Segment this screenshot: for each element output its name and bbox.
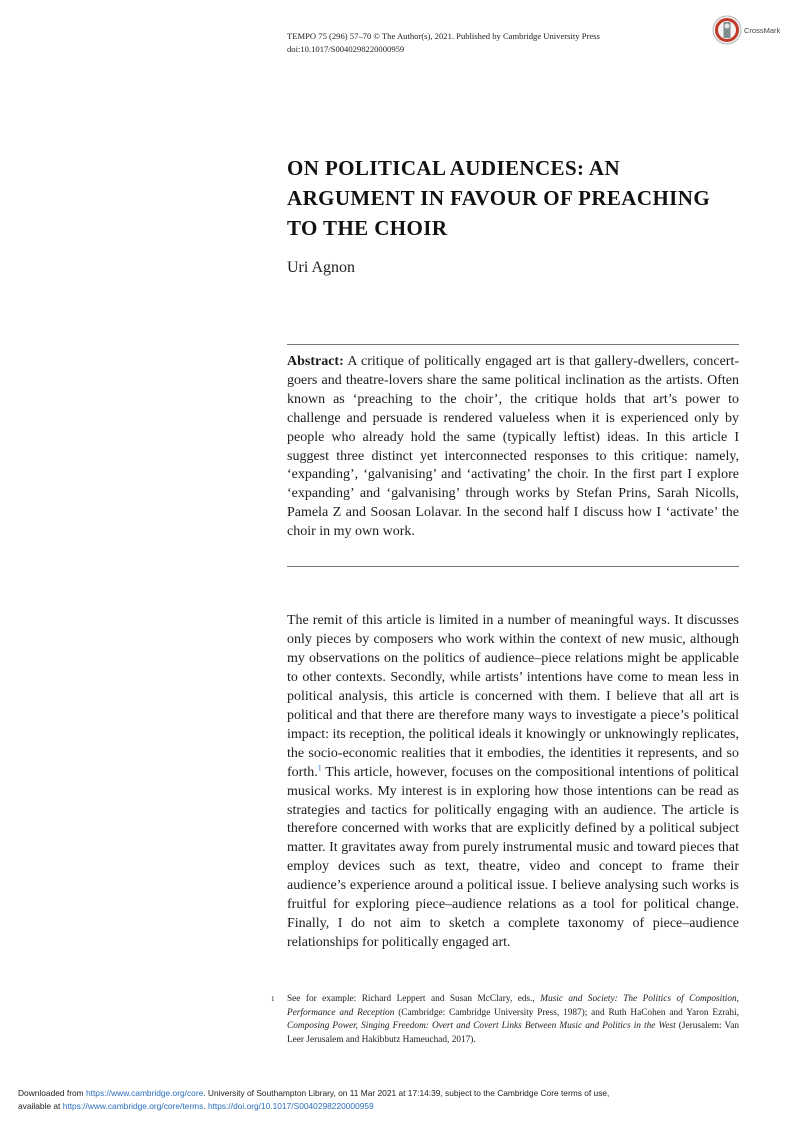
crossmark-icon <box>712 15 742 45</box>
footnote-title-b: Composing Power, Singing Freedom: Overt and Covert Links Between Music and Politics in the West <box>287 1021 676 1031</box>
download-line-2 <box>18 1100 793 1113</box>
cambridge-core-link[interactable]: https://www.cambridge.org/core <box>85 1088 204 1098</box>
download-line-1 <box>18 1087 793 1100</box>
download-text-2: . University of Southampton Library, on 11 Mar 2021 at 17:14:39, subject to the Cambridge Core terms of use, <box>203 1088 610 1098</box>
download-text-3: available at <box>18 1101 63 1111</box>
body-paragraph <box>287 612 739 953</box>
terms-link[interactable]: https://www.cambridge.org/core/terms <box>62 1101 204 1111</box>
author-name: Uri Agnon <box>287 259 355 276</box>
abstract-top-rule <box>287 344 739 345</box>
title-line-3: TO THE CHOIR <box>287 216 448 240</box>
abstract-bottom-rule <box>287 566 739 567</box>
download-notice <box>18 1087 793 1113</box>
abstract-text: A critique of politically engaged art is that gallery-dwellers, concert-goers and theatre-lovers share the same political inclination as the artists. Often known as ‘preaching to the choir’, the critique holds that art’s power to challenge and persuade is rendered valueless when it is experienced only by people who already hold the same (typically leftist) ideas. In this article I suggest three distinct yet interconnected responses to this critique: namely, ‘expanding’, ‘galvanising’ and ‘activating’ the choir. In the first part I explore ‘expanding’ and ‘galvanising’ through works by Stefan Prins, Sarah Nicolls, Pamela Z and Soosan Lolavar. In the second half I discuss how I ‘activate’ the choir in my own work. <box>287 354 740 540</box>
title-line-2: ARGUMENT IN FAVOUR OF PREACHING <box>287 186 711 210</box>
doi-line: doi:10.1017/S0040298220000959 <box>287 44 405 54</box>
body-text-part-1: The remit of this article is limited in a number of meaningful ways. It discusses only pieces by composers who work within the context of new music, although my observations on the politics of audience–piece relations might be applicable to other contexts. Secondly, while artists’ intentions have come to mean less in political analysis, this article is concerned with them. I believe that all art is political and that there are therefore many ways to investigate a piece’s political impact: its reception, the political ideals it knowingly or unknowingly replicates, the socio-economic realities that it embodies, the identities it represents, and so forth. <box>287 613 739 780</box>
body-text-part-2: This article, however, focuses on the compositional intentions of political musical works. My interest is in exploring how those intentions can be read as strategies and tactics for politically engaging with an audience. The article is therefore concerned with works that are explicitly defined by a political subject matter. It gravitates away from purely instrumental music and toward pieces that employ devices such as text, theatre, video and concept to frame their audience’s experience around a political issue. I believe analysing such works is fruitful for exploring piece–audience relations as a tool for political change. Finally, I do not aim to sketch a complete taxonomy of piece–audience relationships for politically engaged art. <box>287 764 739 951</box>
journal-header <box>287 30 707 56</box>
abstract <box>287 353 739 542</box>
footnote-reference[interactable]: 1 <box>317 762 322 772</box>
footnote-text-a: See for example: Richard Leppert and Susan McClary, eds., <box>287 994 541 1004</box>
footnote-title-a: Music and Society: The Politics of Composition, Performance and Reception <box>287 994 739 1018</box>
footnote-mark: 1 <box>271 995 275 1003</box>
crossmark-badge[interactable] <box>712 14 792 46</box>
title-line-1: ON POLITICAL AUDIENCES: AN <box>287 156 621 180</box>
download-text-4: . <box>203 1101 208 1111</box>
footnote-text-c: (Jerusalem: Van Leer Jerusalem and Hakibbutz Hameuchad, 2017). <box>287 1021 739 1045</box>
footnote-text-b: (Cambridge: Cambridge University Press, 1987); and Ruth HaCohen and Yaron Ezrahi, <box>394 1007 739 1018</box>
crossmark-label: CrossMark <box>744 25 781 35</box>
doi-link[interactable]: https://doi.org/10.1017/S0040298220000959 <box>207 1101 374 1111</box>
footnote <box>271 993 739 1047</box>
abstract-label: Abstract: <box>287 354 344 369</box>
download-text-1: Downloaded from <box>18 1088 86 1098</box>
article-title <box>287 153 747 243</box>
journal-citation: TEMPO 75 (296) 57–70 © The Author(s), 2021. Published by Cambridge University Press <box>287 31 600 41</box>
